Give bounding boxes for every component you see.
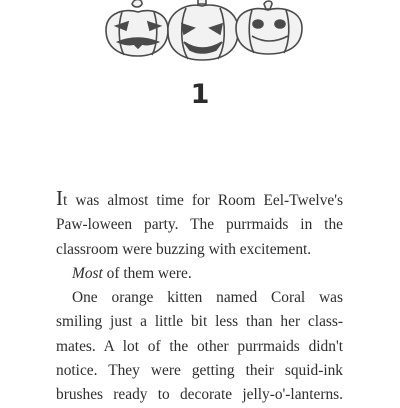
paragraph-3 (56, 286, 343, 407)
drop-cap: I (56, 186, 63, 210)
paragraph-2-line-1 (56, 262, 343, 286)
paragraph-3-line-5: brushes ready to decorate jelly-o'-lanterns. (56, 386, 343, 404)
paragraph-3-line-1: One orange kitten named Coral was (72, 289, 343, 307)
chapter-body-text (56, 188, 343, 408)
paragraph-1 (56, 188, 343, 262)
paragraph-2 (56, 262, 343, 286)
paragraph-2-text: of them were. (102, 264, 192, 282)
paragraph-1-line-3: classroom were buzzing with excitement. (56, 240, 312, 258)
paragraph-1-line-2: Paw-loween party. The purrmaids in the (56, 216, 343, 234)
left-pumpkin (106, 0, 168, 56)
right-pumpkin (236, 1, 302, 54)
paragraph-1-line-1-text: t was almost time for Room Eel-Twelve's (63, 192, 343, 209)
chapter-number: 1 (190, 79, 210, 110)
middle-pumpkin (168, 0, 238, 60)
paragraph-1-line-1 (56, 188, 343, 213)
paragraph-3-line-2: smiling just a little bit less than her class- (56, 313, 343, 331)
paragraph-3-line-3: mates. A lot of the other purrmaids didn't (56, 337, 343, 355)
paragraph-3-line-4: notice. They were getting their squid-ink (56, 362, 343, 380)
jack-o-lanterns-icon (98, 0, 306, 62)
paragraph-2-emphasis: Most (72, 264, 103, 282)
